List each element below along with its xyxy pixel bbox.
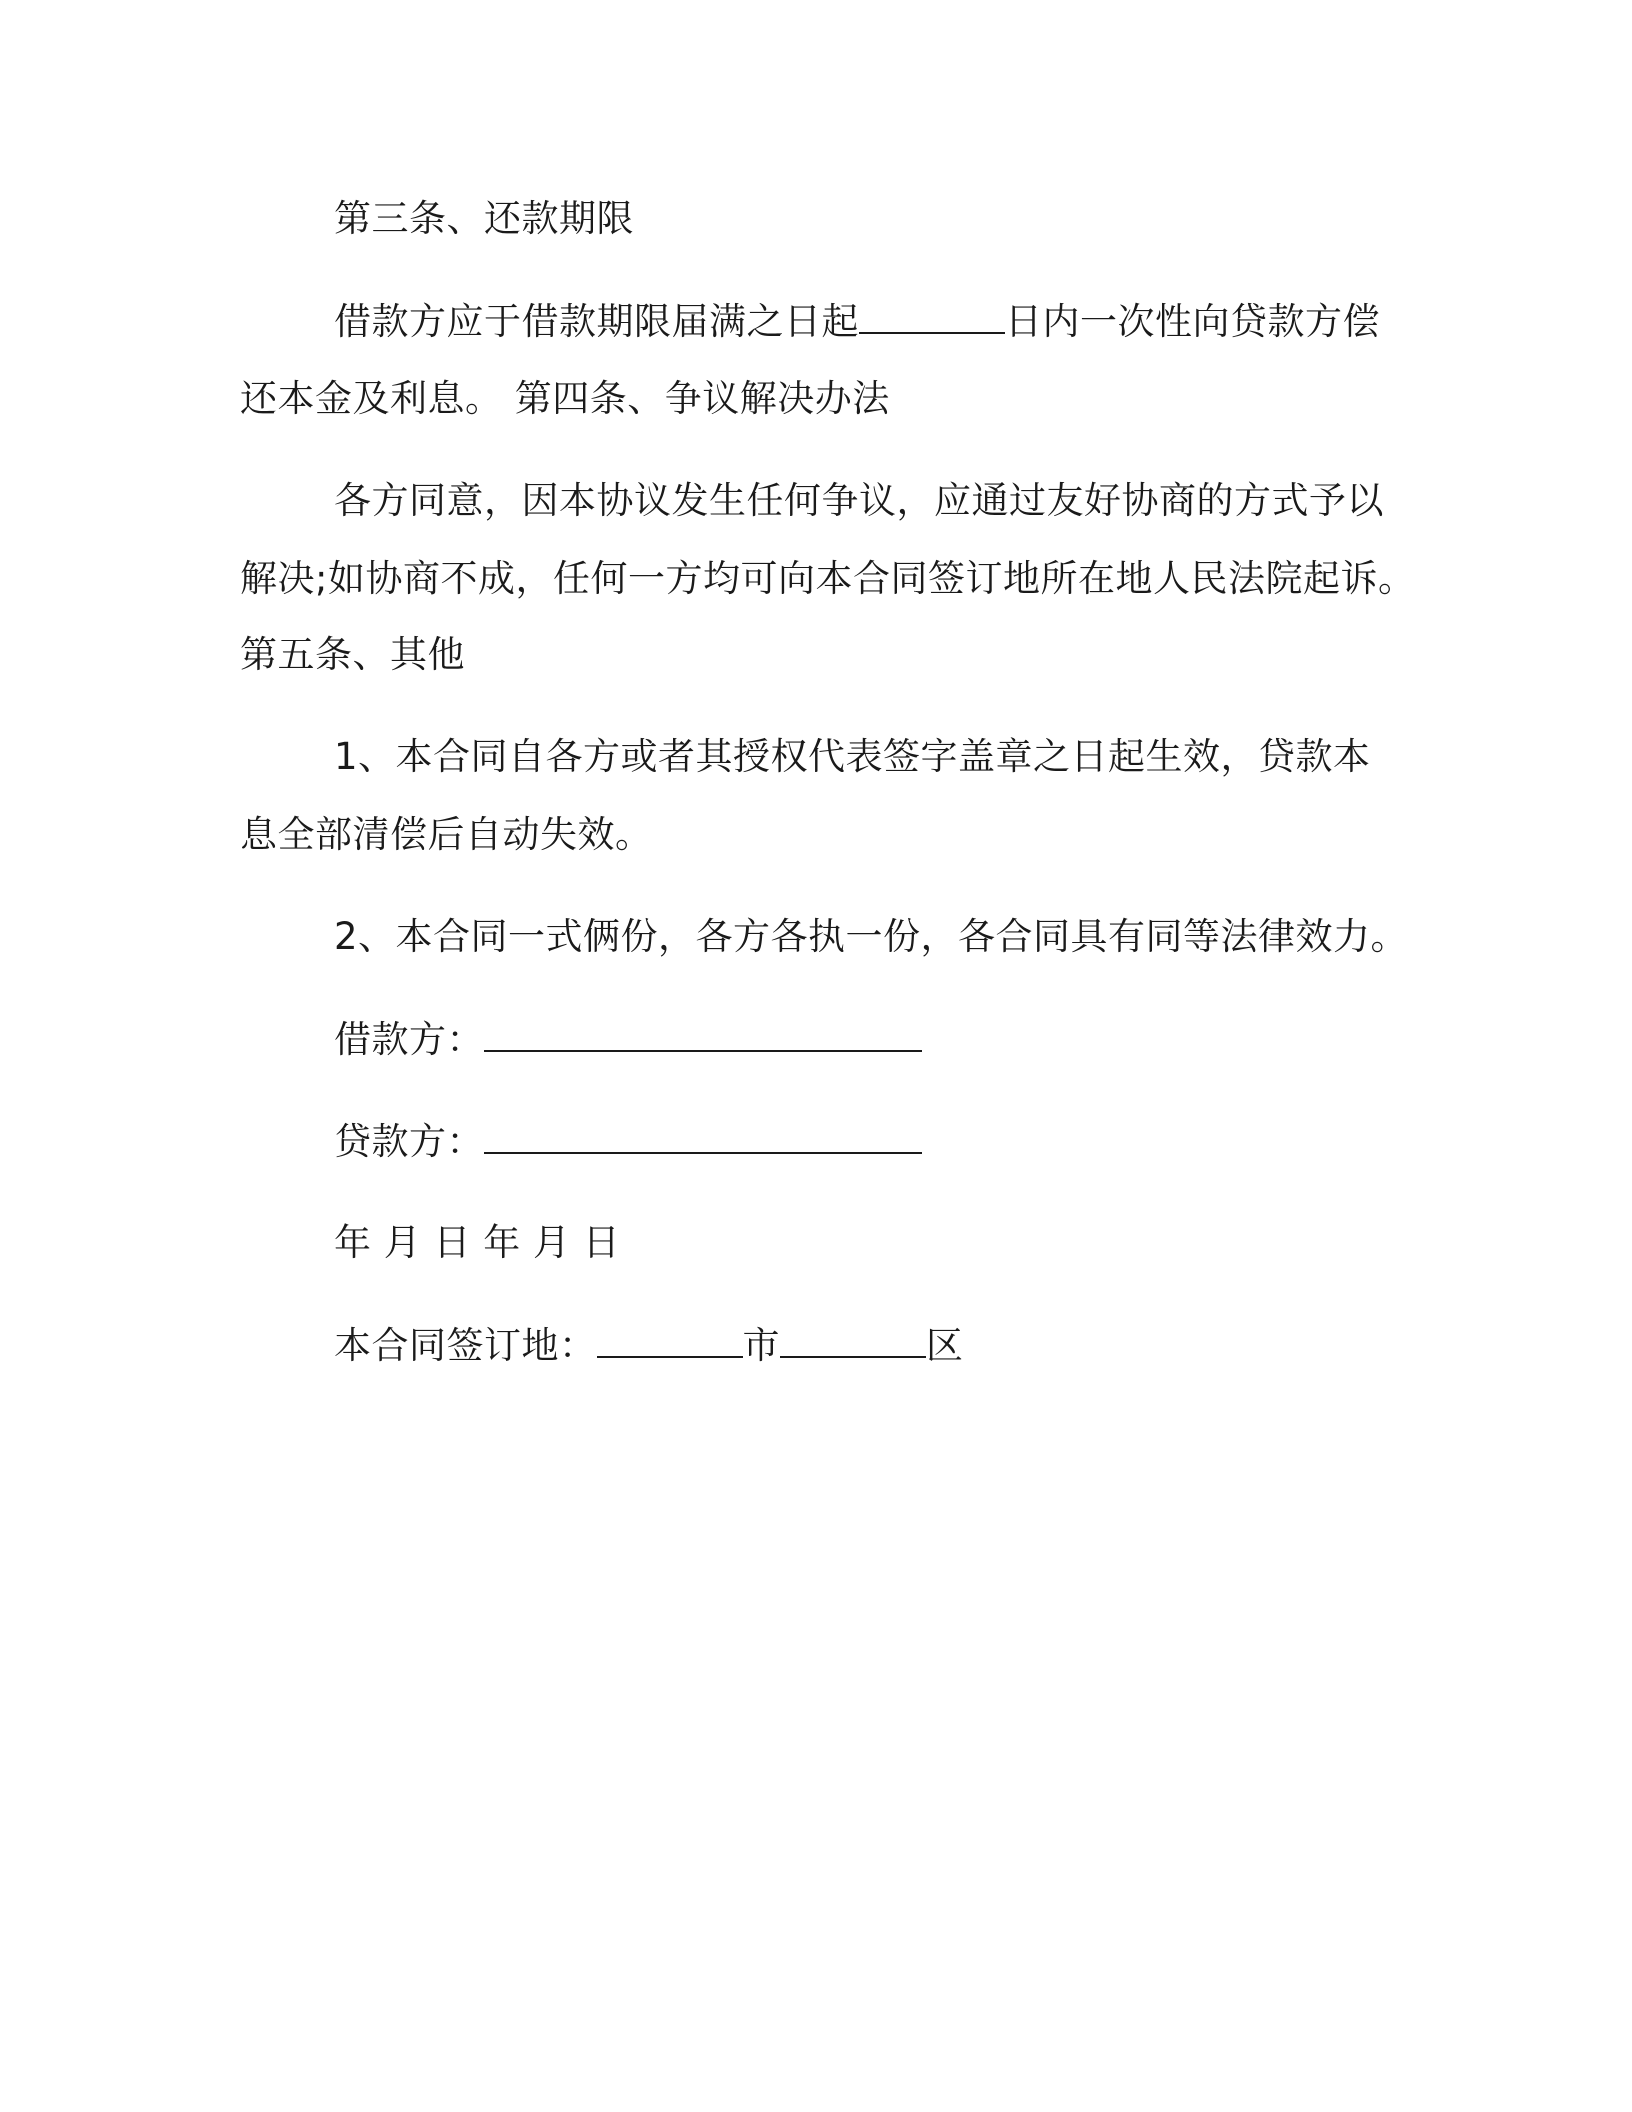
city-blank bbox=[597, 1326, 743, 1358]
date-line: 年 月 日 年 月 日 bbox=[334, 1221, 621, 1264]
lender-blank bbox=[484, 1122, 922, 1154]
lender-label: 贷款方： bbox=[334, 1120, 484, 1163]
lender-signature-line bbox=[334, 1120, 922, 1163]
borrower-signature-line bbox=[334, 1018, 922, 1061]
district-blank bbox=[780, 1326, 926, 1358]
article5-item2: 2、本合同一式俩份，各方各执一份，各合同具有同等法律效力。 bbox=[334, 915, 1409, 958]
article5-item1-line2: 息全部清偿后自动失效。 bbox=[240, 813, 653, 856]
article4-line1: 各方同意，因本协议发生任何争议，应通过友好协商的方式予以 bbox=[334, 479, 1384, 522]
repayment-days-blank bbox=[859, 302, 1005, 334]
article3-text-before-blank: 借款方应于借款期限届满之日起 bbox=[334, 300, 859, 343]
article5-heading: 第五条、其他 bbox=[240, 633, 465, 676]
article3-paragraph-line1 bbox=[334, 300, 1380, 343]
district-suffix: 区 bbox=[926, 1324, 964, 1367]
signing-place-label: 本合同签订地： bbox=[334, 1324, 597, 1367]
article3-text-after-blank: 日内一次性向贷款方偿 bbox=[1005, 300, 1380, 343]
article3-heading: 第三条、还款期限 bbox=[334, 197, 634, 240]
article5-item1-line1: 1、本合同自各方或者其授权代表签字盖章之日起生效，贷款本 bbox=[334, 735, 1371, 778]
signing-place-line bbox=[334, 1324, 964, 1367]
city-suffix: 市 bbox=[742, 1324, 780, 1367]
borrower-label: 借款方： bbox=[334, 1018, 484, 1061]
borrower-blank bbox=[484, 1020, 922, 1052]
article3-paragraph-line2: 还本金及利息。 第四条、争议解决办法 bbox=[240, 377, 890, 420]
article4-line2: 解决;如协商不成，任何一方均可向本合同签订地所在地人民法院起诉。 bbox=[240, 557, 1416, 600]
